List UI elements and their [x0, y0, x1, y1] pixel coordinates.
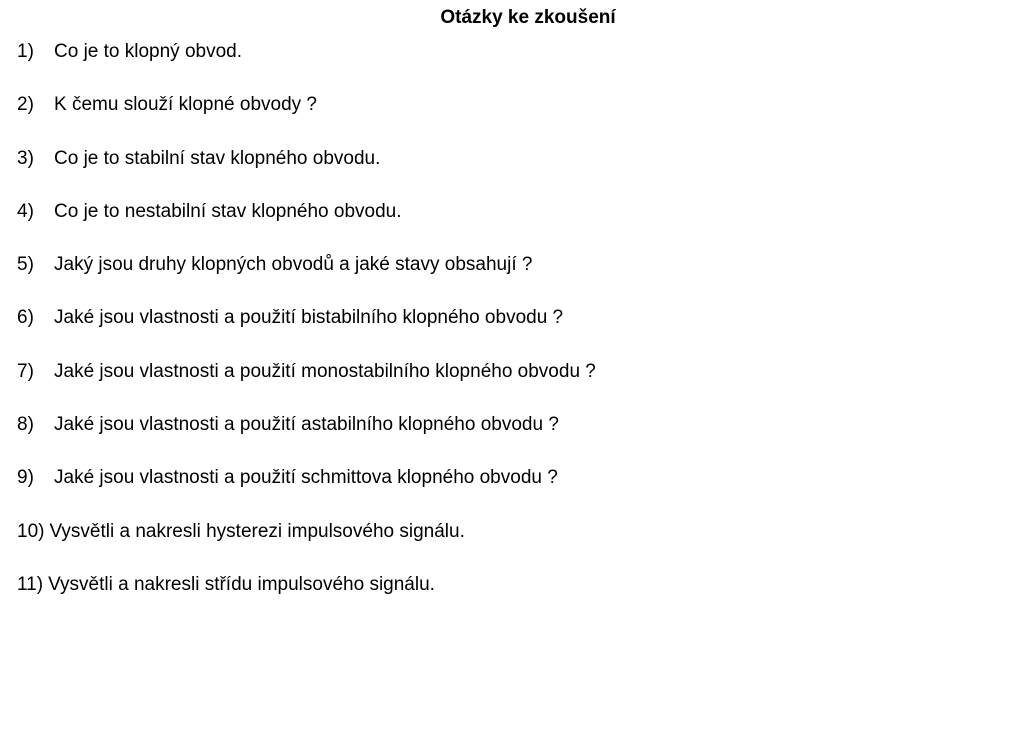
question-item: [17, 200, 596, 253]
question-text: Co je to stabilní stav klopného obvodu.: [54, 147, 381, 169]
question-text: Co je to nestabilní stav klopného obvodu.: [54, 200, 402, 222]
question-item: [17, 520, 596, 573]
question-number: 6): [17, 307, 34, 329]
question-text: Co je to klopný obvod.: [54, 41, 243, 62]
question-text: Jaký jsou druhy klopných obvodů a jaké stavy obsahují ?: [54, 254, 533, 276]
question-number: 7): [17, 360, 34, 382]
page-title: Otázky ke zkoušení: [440, 7, 616, 28]
question-item: [17, 413, 596, 466]
question-text: Jaké jsou vlastnosti a použití bistabilního klopného obvodu ?: [54, 307, 564, 329]
question-item: [17, 573, 596, 626]
question-item: [17, 40, 596, 93]
question-number: 2): [17, 94, 34, 116]
question-text: Jaké jsou vlastnosti a použití monostabilního klopného obvodu ?: [54, 360, 596, 382]
question-list: [17, 40, 596, 626]
question-number: 10): [17, 520, 45, 542]
question-number: 11): [17, 573, 44, 595]
question-text: Jaké jsou vlastnosti a použití schmittova klopného obvodu ?: [54, 467, 558, 489]
question-text: Vysvětli a nakresli hysterezi impulsového signálu.: [49, 520, 465, 542]
question-item: [17, 253, 596, 306]
question-text: Jaké jsou vlastnosti a použití astabilního klopného obvodu ?: [54, 414, 559, 436]
question-item: [17, 466, 596, 519]
question-item: [17, 306, 596, 359]
question-number: 3): [17, 147, 34, 169]
question-text: K čemu slouží klopné obvody ?: [54, 94, 317, 116]
question-number: 1): [17, 41, 34, 62]
question-item: [17, 147, 596, 200]
question-number: 4): [17, 200, 34, 222]
question-item: [17, 360, 596, 413]
question-number: 5): [17, 254, 34, 276]
question-number: 8): [17, 414, 34, 436]
question-number: 9): [17, 467, 34, 489]
question-item: [17, 93, 596, 146]
question-text: Vysvětli a nakresli střídu impulsového signálu.: [48, 573, 435, 595]
